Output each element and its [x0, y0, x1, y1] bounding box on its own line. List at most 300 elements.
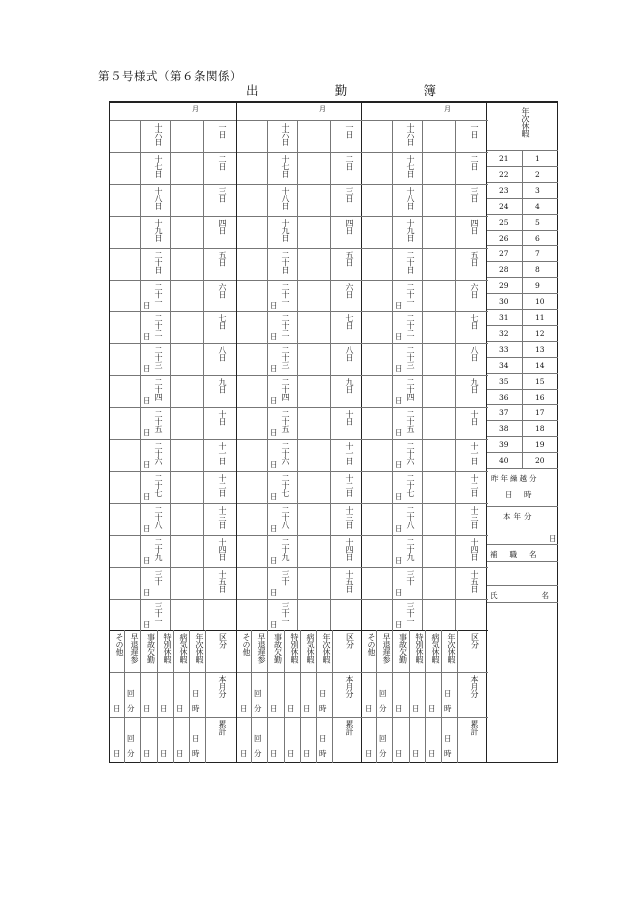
day-suffix: 日: [395, 396, 403, 406]
day-suffix: 日: [270, 364, 278, 374]
hour-label: 日: [192, 734, 200, 744]
leave-number-right: 6: [535, 233, 540, 243]
summary-col-rule: [157, 630, 158, 763]
summary-col-rule: [376, 630, 377, 763]
day-suffix: 日: [143, 396, 151, 406]
row-label-this-month: 本月分: [470, 675, 479, 698]
side-row-rule: [487, 341, 558, 342]
day-label: 二十六: [406, 442, 415, 465]
leave-number-right: 11: [535, 313, 545, 322]
row-label-this-month: 本月分: [218, 675, 227, 698]
times-label: 回: [254, 734, 262, 744]
day-row-rule: [237, 248, 363, 249]
side-row-rule: [487, 357, 558, 358]
day-suffix: 日: [395, 555, 403, 565]
day-label-right: 十二日: [470, 473, 479, 497]
unit-label: 分: [254, 749, 262, 759]
summary-header: 区分: [345, 633, 355, 649]
unit-label: 分: [254, 704, 262, 714]
day-label-right: 十日: [218, 410, 227, 426]
day-suffix: 日: [395, 460, 403, 469]
unit-label: 日: [287, 704, 295, 714]
day-suffix: 日: [143, 460, 151, 469]
day-label: 二十二: [406, 314, 415, 337]
summary-header: 特別休暇: [290, 633, 299, 664]
summary-header: 年次休暇: [447, 633, 456, 664]
side-row-rule: [487, 166, 558, 167]
unit-label: 分: [127, 704, 135, 714]
day-suffix: 日: [143, 587, 151, 597]
leave-number-left: 24: [499, 201, 509, 211]
day-suffix: 日: [270, 555, 278, 565]
day-label: 二十日: [154, 250, 163, 274]
unit-label: 日: [176, 704, 184, 714]
day-row-rule: [110, 311, 236, 312]
day-row-rule: [110, 503, 236, 504]
day-label: 二十一: [154, 282, 163, 305]
unit-label: 日: [160, 704, 168, 714]
leave-number-left: 21: [499, 154, 509, 163]
day-row-rule: [237, 375, 363, 376]
side-row-rule: [487, 182, 558, 183]
day-row-rule: [237, 535, 363, 536]
unit-label: 分: [127, 749, 135, 759]
side-row-rule: [487, 230, 558, 231]
day-label-right: 十三日: [345, 505, 354, 529]
unit-label: 日: [428, 749, 436, 759]
leave-number-right: 20: [535, 456, 545, 466]
day-row-rule: [237, 152, 363, 153]
month-label: 月: [444, 105, 451, 113]
summary-col-rule: [392, 630, 393, 763]
summary-header: 特別休暇: [415, 633, 424, 664]
col-rule: [140, 120, 141, 630]
unit-label: 日: [303, 749, 311, 759]
day-label-right: 十日: [345, 410, 354, 426]
leave-number-left: 34: [499, 360, 509, 370]
leave-number-right: 7: [535, 249, 540, 259]
row-label-cumulative: 累計: [345, 720, 354, 736]
leave-number-right: 2: [535, 169, 540, 179]
side-row-rule: [487, 544, 558, 545]
leave-number-left: 36: [499, 392, 509, 402]
leave-number-right: 17: [535, 408, 545, 418]
day-row-rule: [362, 375, 488, 376]
day-label-right: 十一日: [470, 442, 479, 465]
day-label: 二十二: [154, 314, 163, 337]
day-label-right: 二日: [470, 154, 479, 170]
day-row-rule: [110, 599, 236, 600]
side-row-rule: [487, 506, 558, 507]
day-label: 十九日: [154, 218, 163, 242]
side-row-rule: [487, 198, 558, 199]
day-suffix: 日: [395, 491, 403, 501]
day-label-right: 二日: [345, 154, 354, 170]
side-row-rule: [487, 468, 558, 469]
day-label-right: 三日: [218, 186, 227, 202]
month-block-2: [236, 103, 362, 762]
day-suffix: 日: [143, 523, 151, 533]
summary-header: 年次休暇: [195, 633, 204, 664]
hour-label: 日: [319, 689, 327, 699]
day-label: 二十九: [154, 537, 163, 561]
day-row-rule: [110, 407, 236, 408]
day-row-rule: [362, 439, 488, 440]
day-label-right: 五日: [470, 250, 479, 266]
document-title: [246, 81, 436, 99]
day-row-rule: [237, 311, 363, 312]
unit-label: 時: [319, 749, 327, 759]
day-label: 十八日: [281, 186, 290, 210]
day-label-right: 六日: [470, 282, 479, 298]
summary-col-rule: [300, 630, 301, 763]
summary-header: 特別休暇: [163, 633, 172, 664]
day-suffix: 日: [270, 332, 278, 342]
leave-number-left: 22: [499, 169, 509, 179]
unit-label: 日: [287, 749, 295, 759]
side-row-rule: [487, 452, 558, 453]
day-row-rule: [362, 184, 488, 185]
unit-label: 日: [176, 749, 184, 759]
day-label-right: 八日: [218, 346, 227, 362]
day-suffix: 日: [395, 619, 403, 629]
day-suffix: 日: [143, 619, 151, 629]
day-label: 二十七: [154, 473, 163, 497]
day-suffix: 日: [270, 523, 278, 533]
day-label: 二十八: [406, 505, 415, 529]
day-label: 十九日: [406, 218, 415, 242]
summary-col-rule: [251, 630, 252, 763]
unit-label: 日: [160, 749, 168, 759]
title-char-1: 出: [246, 83, 259, 98]
unit-label: 日: [270, 749, 278, 759]
day-suffix: 日: [395, 523, 403, 533]
unit-label: 日: [113, 749, 121, 759]
day-row-rule: [110, 216, 236, 217]
row-label-cumulative: 累計: [470, 720, 479, 736]
side-panel: [487, 101, 593, 763]
unit-label: 時: [192, 749, 200, 759]
summary-header: 病気休暇: [179, 633, 188, 664]
day-label: 十七日: [281, 154, 290, 178]
carryover-label: 昨年繰越分: [491, 474, 539, 483]
leave-number-right: 10: [535, 297, 545, 307]
day-label-right: 三日: [345, 186, 354, 202]
position-label: 補職名: [490, 550, 549, 559]
side-row-rule: [487, 404, 558, 405]
leave-number-left: 26: [499, 233, 509, 243]
day-label-right: 十四日: [470, 537, 479, 561]
day-row-rule: [110, 567, 236, 568]
side-row-rule: [487, 309, 558, 310]
summary-header: 区分: [218, 633, 228, 649]
day-label-right: 十四日: [345, 537, 354, 561]
unit-label: 日: [395, 749, 403, 759]
day-row-rule: [237, 503, 363, 504]
summary-col-rule: [316, 630, 317, 763]
leave-number-left: 23: [499, 185, 509, 195]
day-row-rule: [110, 343, 236, 344]
leave-number-left: 30: [499, 297, 509, 307]
leave-number-right: 14: [535, 360, 545, 370]
day-row-rule: [362, 407, 488, 408]
day-label: 十七日: [154, 154, 163, 178]
leave-number-right: 18: [535, 424, 545, 434]
side-row-rule: [487, 420, 558, 421]
day-row-rule: [110, 375, 236, 376]
day-label-right: 四日: [345, 218, 354, 234]
summary-col-rule: [189, 630, 190, 763]
summary-header: 病気休暇: [306, 633, 315, 664]
unit-label: 時: [444, 704, 452, 714]
summary-col-rule: [409, 630, 410, 763]
attendance-grid: [109, 101, 487, 763]
day-row-rule: [237, 216, 363, 217]
month-block-3: [362, 103, 488, 762]
unit-label: 日: [428, 704, 436, 714]
col-rule: [422, 120, 423, 630]
day-label: 二十五: [154, 410, 163, 433]
leave-number-left: 35: [499, 376, 509, 386]
col-rule: [455, 120, 456, 630]
day-suffix: 日: [270, 428, 278, 438]
this-year-label: 本年分: [503, 512, 535, 521]
day-label-right: 十一日: [218, 442, 227, 465]
summary-header: 区分: [470, 633, 480, 649]
day-label-right: 四日: [218, 218, 227, 234]
hour-label: 日: [444, 689, 452, 699]
leave-number-right: 5: [535, 217, 540, 227]
day-row-rule: [110, 471, 236, 472]
day-row-rule: [237, 280, 363, 281]
day-label: 三十一: [154, 601, 163, 624]
day-row-rule: [110, 152, 236, 153]
day-suffix: 日: [270, 619, 278, 629]
day-row-rule: [362, 503, 488, 504]
day-row-rule: [362, 311, 488, 312]
unit-label: 時: [192, 704, 200, 714]
unit-label: 日: [395, 704, 403, 714]
day-label: 三十: [154, 569, 163, 585]
day-suffix: 日: [270, 396, 278, 406]
leave-number-left: 29: [499, 281, 509, 291]
day-label-right: 三日: [470, 186, 479, 202]
leave-number-left: 37: [499, 408, 509, 418]
side-row-rule: [487, 561, 558, 562]
day-label: 日: [549, 534, 557, 543]
unit-label: 日: [240, 749, 248, 759]
leave-number-left: 27: [499, 249, 509, 259]
day-label: 二十日: [281, 250, 290, 274]
times-label: 回: [127, 689, 135, 699]
summary-col-rule: [425, 630, 426, 763]
day-label: 十八日: [154, 186, 163, 210]
form-header: 第５号様式（第６条関係）: [98, 69, 242, 83]
side-row-rule: [487, 436, 558, 437]
day-row-rule: [362, 280, 488, 281]
unit-label: 日: [143, 749, 151, 759]
day-label: 二十九: [406, 537, 415, 561]
day-label-right: 二日: [218, 154, 227, 170]
day-row-rule: [362, 567, 488, 568]
month-label: 月: [319, 105, 326, 113]
day-suffix: 日: [395, 332, 403, 342]
col-rule: [170, 120, 171, 630]
hour-label: 日: [319, 734, 327, 744]
leave-number-right: 9: [535, 281, 540, 291]
summary-header: その他: [242, 633, 251, 656]
leave-number-right: 4: [535, 201, 540, 211]
day-label-right: 一日: [218, 123, 227, 138]
leave-number-left: 32: [499, 328, 509, 338]
day-row-rule: [362, 216, 488, 217]
day-suffix: 日: [395, 428, 403, 438]
leave-number-left: 25: [499, 217, 509, 227]
day-row-rule: [237, 184, 363, 185]
day-label: 二十三: [154, 346, 163, 369]
day-label: 十六日: [406, 123, 415, 146]
day-label: 三十一: [281, 601, 290, 624]
summary-col-rule: [267, 630, 268, 763]
day-label: 二十四: [154, 378, 163, 401]
day-label: 二十三: [281, 346, 290, 369]
summary-header: 事故欠勤: [273, 633, 283, 664]
day-label: 二十三: [406, 346, 415, 369]
summary-header: 早退遅参: [130, 633, 139, 664]
times-label: 回: [379, 689, 387, 699]
day-row-rule: [362, 248, 488, 249]
unit-label: 時: [444, 749, 452, 759]
hour-label: 日: [444, 734, 452, 744]
header-rule: [237, 120, 363, 121]
side-row-rule: [487, 277, 558, 278]
day-label: 三十一: [406, 601, 415, 624]
leave-number-right: 19: [535, 440, 545, 450]
day-suffix: 日: [143, 428, 151, 438]
day-row-rule: [362, 152, 488, 153]
summary-col-rule: [124, 630, 125, 763]
side-row-rule: [487, 245, 558, 246]
day-label: 二十二: [281, 314, 290, 337]
side-row-rule: [487, 214, 558, 215]
unit-label: 日: [113, 704, 121, 714]
day-row-rule: [237, 407, 363, 408]
unit-label: 分: [379, 749, 387, 759]
summary-header: 事故欠勤: [398, 633, 408, 664]
unit-label: 日: [412, 704, 420, 714]
summary-header: 早退遅参: [257, 633, 266, 664]
day-label-right: 九日: [218, 378, 227, 394]
summary-col-rule: [140, 630, 141, 763]
times-label: 回: [379, 734, 387, 744]
unit-label: 時: [319, 704, 327, 714]
day-row-rule: [237, 567, 363, 568]
day-suffix: 日: [270, 491, 278, 501]
day-suffix: 日: [395, 587, 403, 597]
title-char-2: 勤: [334, 83, 348, 98]
leave-number-left: 31: [499, 313, 509, 322]
side-row-rule: [487, 293, 558, 294]
side-row-rule: [487, 373, 558, 374]
header-rule: [110, 120, 236, 121]
day-label: 二十六: [154, 442, 163, 465]
day-row-rule: [237, 599, 363, 600]
day-suffix: 日: [143, 332, 151, 342]
unit-label: 日: [365, 749, 373, 759]
day-label: 二十八: [281, 505, 290, 529]
day-suffix: 日: [143, 364, 151, 374]
unit-label: 日: [412, 749, 420, 759]
summary-header: 病気休暇: [431, 633, 440, 664]
day-suffix: 日: [143, 300, 151, 310]
side-row-rule: [487, 150, 558, 151]
day-label: 二十六: [281, 442, 290, 465]
leave-number-left: 33: [499, 344, 509, 354]
day-label-right: 八日: [345, 346, 354, 362]
day-label: 二十一: [281, 282, 290, 305]
summary-header: 年次休暇: [322, 633, 331, 664]
day-label-right: 一日: [470, 123, 479, 138]
leave-number-right: 12: [535, 328, 545, 338]
day-suffix: 日: [270, 460, 278, 469]
side-row-rule: [487, 585, 558, 586]
day-label-right: 六日: [218, 282, 227, 298]
day-label: 十六日: [281, 123, 290, 146]
leave-number-left: 38: [499, 424, 509, 434]
col-rule: [267, 120, 268, 630]
unit-label: 日: [365, 704, 373, 714]
day-label-right: 十五日: [218, 569, 227, 593]
leave-number-right: 3: [535, 185, 540, 195]
unit-label: 分: [379, 704, 387, 714]
day-row-rule: [237, 343, 363, 344]
day-row-rule: [237, 471, 363, 472]
day-row-rule: [110, 535, 236, 536]
day-suffix: 日: [270, 587, 278, 597]
summary-header: 早退遅参: [382, 633, 391, 664]
day-label: 二十七: [281, 473, 290, 497]
day-label: 三十: [406, 569, 415, 585]
col-rule: [330, 120, 331, 630]
day-label: 二十四: [281, 378, 290, 401]
day-label: 二十九: [281, 537, 290, 561]
leave-number-left: 40: [499, 456, 509, 466]
name-label: 氏名: [490, 591, 593, 600]
day-label: 十九日: [281, 218, 290, 242]
day-row-rule: [110, 248, 236, 249]
side-row-rule: [487, 261, 558, 262]
summary-col-rule: [457, 630, 458, 763]
day-label-right: 五日: [218, 250, 227, 266]
day-label-right: 十三日: [218, 505, 227, 529]
day-label-right: 八日: [470, 346, 479, 362]
day-label: 十六日: [154, 123, 163, 146]
day-suffix: 日: [395, 300, 403, 310]
day-row-rule: [110, 439, 236, 440]
day-row-rule: [110, 184, 236, 185]
day-label: 二十五: [406, 410, 415, 433]
day-label: 二十四: [406, 378, 415, 401]
leave-title: 年次休暇: [521, 107, 530, 137]
side-row-rule: [487, 602, 558, 603]
day-row-rule: [362, 343, 488, 344]
day-suffix: 日: [143, 555, 151, 565]
summary-header: その他: [367, 633, 376, 656]
day-label: 十八日: [406, 186, 415, 210]
unit-label: 日: [303, 704, 311, 714]
leave-number-left: 39: [499, 440, 509, 450]
day-row-rule: [362, 599, 488, 600]
